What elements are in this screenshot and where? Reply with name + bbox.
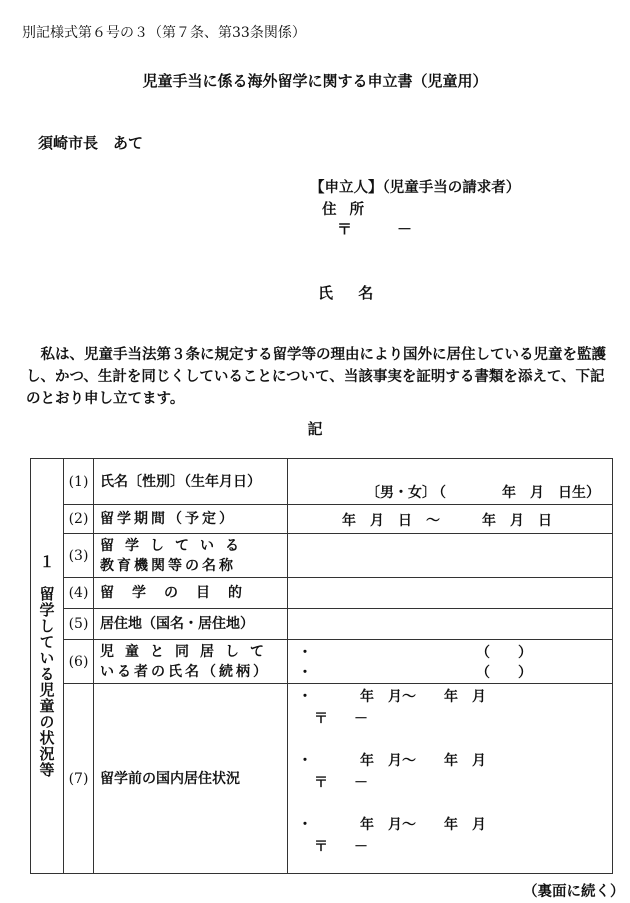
table-row <box>31 505 613 534</box>
row-label <box>94 534 288 578</box>
relationship-paren: （ ） <box>476 665 532 681</box>
table-row <box>31 459 613 505</box>
name-gender-dob-field[interactable] <box>288 459 613 505</box>
document-title: 児童手当に係る海外留学に関する申立書（児童用） <box>142 72 488 90</box>
row-number: (1) <box>64 459 94 505</box>
section-title: 留学している児童の状況等 <box>37 585 56 778</box>
form-number: 別記様式第６号の３（第７条、第33条関係） <box>22 25 306 41</box>
bullet: ・ <box>298 689 312 705</box>
postal-mark: 〒 <box>314 711 328 727</box>
residence-period: 年 月～ 年 月 <box>360 817 486 833</box>
row-label: 留学前の国内居住状況 <box>94 684 288 874</box>
relationship-paren: （ ） <box>476 645 532 661</box>
label-line: いる者の氏名（続柄） <box>100 663 270 680</box>
bullet: ・ <box>298 753 312 769</box>
residence-period: 年 月～ 年 月 <box>360 689 486 705</box>
addressee: 須崎市長 あて <box>38 134 144 152</box>
row-label: 留学の目的 <box>94 578 288 609</box>
bullet: ・ <box>298 665 312 681</box>
row-number: (5) <box>64 609 94 640</box>
name-label: 氏 名 <box>318 284 384 302</box>
table-row <box>31 609 613 640</box>
address-label: 住 所 <box>322 201 369 218</box>
study-purpose-field[interactable] <box>288 578 613 609</box>
row-number: (2) <box>64 505 94 534</box>
prior-residence-field[interactable] <box>288 684 613 874</box>
gender-choice: 〔男・女〕 <box>366 485 436 501</box>
table-row <box>31 684 613 874</box>
study-period-field[interactable] <box>288 505 613 534</box>
child-status-table <box>30 458 613 874</box>
postal-dash: － <box>354 839 368 855</box>
cohabitant-field[interactable] <box>288 640 613 684</box>
row-number: (7) <box>64 684 94 874</box>
row-label <box>94 640 288 684</box>
section-cell <box>31 459 64 874</box>
table-row <box>31 640 613 684</box>
row-label: 居住地（国名・居住地） <box>94 609 288 640</box>
row-number: (6) <box>64 640 94 684</box>
continued-note: （裏面に続く） <box>523 883 625 900</box>
postal-mark: 〒 <box>314 775 328 791</box>
row-label: 氏名〔性別〕（生年月日） <box>94 459 288 505</box>
institution-name-field[interactable] <box>288 534 613 578</box>
study-period: 年 月 日 ～ 年 月 日 <box>342 513 552 529</box>
label-line: 児童と同居して <box>100 643 275 660</box>
postal-mark: 〒 <box>337 220 353 238</box>
table-row <box>31 534 613 578</box>
birth-date: （ 年 月 日生） <box>432 485 600 501</box>
residence-period: 年 月～ 年 月 <box>360 753 486 769</box>
row-label: 留学期間（予定） <box>94 505 288 534</box>
section-number: １ <box>39 552 55 571</box>
label-line: 留学している <box>100 537 250 554</box>
row-number: (4) <box>64 578 94 609</box>
applicant-heading: 【申立人】（児童手当の請求者） <box>310 179 521 196</box>
table-row <box>31 578 613 609</box>
declaration-text: 私は、児童手当法第３条に規定する留学等の理由により国外に居住している児童を監護し、かつ、生計を同じくしていることについて、当該事実を証明する書類を添えて、下記のとおり申し立てます。 <box>26 346 606 407</box>
postal-dash: － <box>354 775 368 791</box>
postal-dash: － <box>354 711 368 727</box>
postal-dash: － <box>397 220 413 238</box>
row-number: (3) <box>64 534 94 578</box>
postal-mark: 〒 <box>314 839 328 855</box>
residence-field[interactable] <box>288 609 613 640</box>
ki-heading: 記 <box>307 420 323 438</box>
label-line: 教育機関等の名称 <box>100 557 236 574</box>
bullet: ・ <box>298 645 312 661</box>
bullet: ・ <box>298 817 312 833</box>
